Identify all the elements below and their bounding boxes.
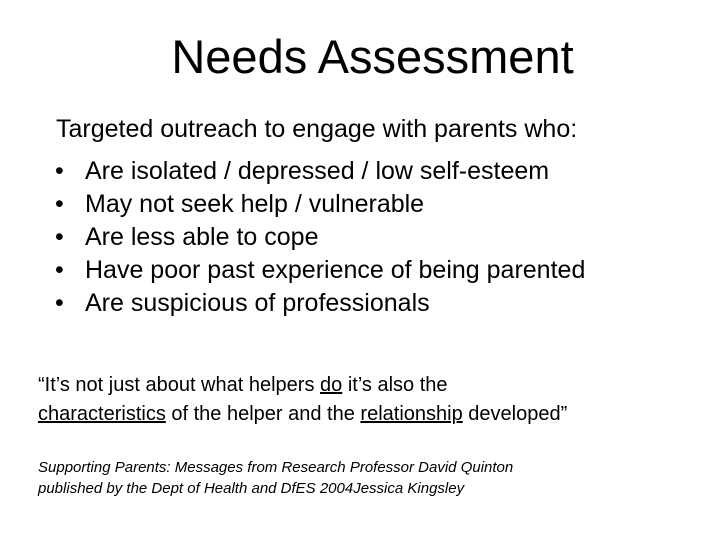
quote-emphasis-characteristics: characteristics: [38, 403, 166, 425]
bullet-icon: •: [55, 157, 64, 185]
quote-text: it’s also the: [342, 374, 448, 396]
quote-text: “It’s not just about what helpers: [38, 374, 321, 396]
list-item: [55, 254, 585, 287]
quote-emphasis-do: do: [320, 374, 343, 396]
intro-text: Targeted outreach to engage with parents who:: [56, 115, 578, 143]
quote-text: of the helper and the: [165, 403, 361, 425]
list-item: [55, 188, 585, 221]
bullet-icon: •: [55, 289, 64, 317]
list-item: [55, 287, 585, 320]
list-item: [55, 155, 585, 188]
bullet-icon: •: [55, 223, 64, 251]
list-item-text: Are suspicious of professionals: [85, 289, 430, 317]
quote-emphasis-relationship: relationship: [360, 403, 463, 425]
page-title: Needs Assessment: [171, 30, 574, 83]
citation-line: published by the Dept of Health and DfES 2004Jessica Kingsley: [38, 480, 465, 497]
list-item-text: Are isolated / depressed / low self-esteem: [85, 157, 550, 185]
quote: [38, 371, 708, 429]
list-item-text: Have poor past experience of being parented: [85, 256, 586, 284]
bullet-list: [55, 155, 585, 320]
list-item: [55, 221, 585, 254]
citation-line: Supporting Parents: Messages from Research Professor David Quinton: [38, 459, 514, 476]
list-item-text: May not seek help / vulnerable: [85, 190, 425, 218]
bullet-icon: •: [55, 256, 64, 284]
quote-text: developed”: [462, 403, 568, 425]
citation: [38, 457, 513, 499]
list-item-text: Are less able to cope: [85, 223, 319, 251]
bullet-icon: •: [55, 190, 64, 218]
